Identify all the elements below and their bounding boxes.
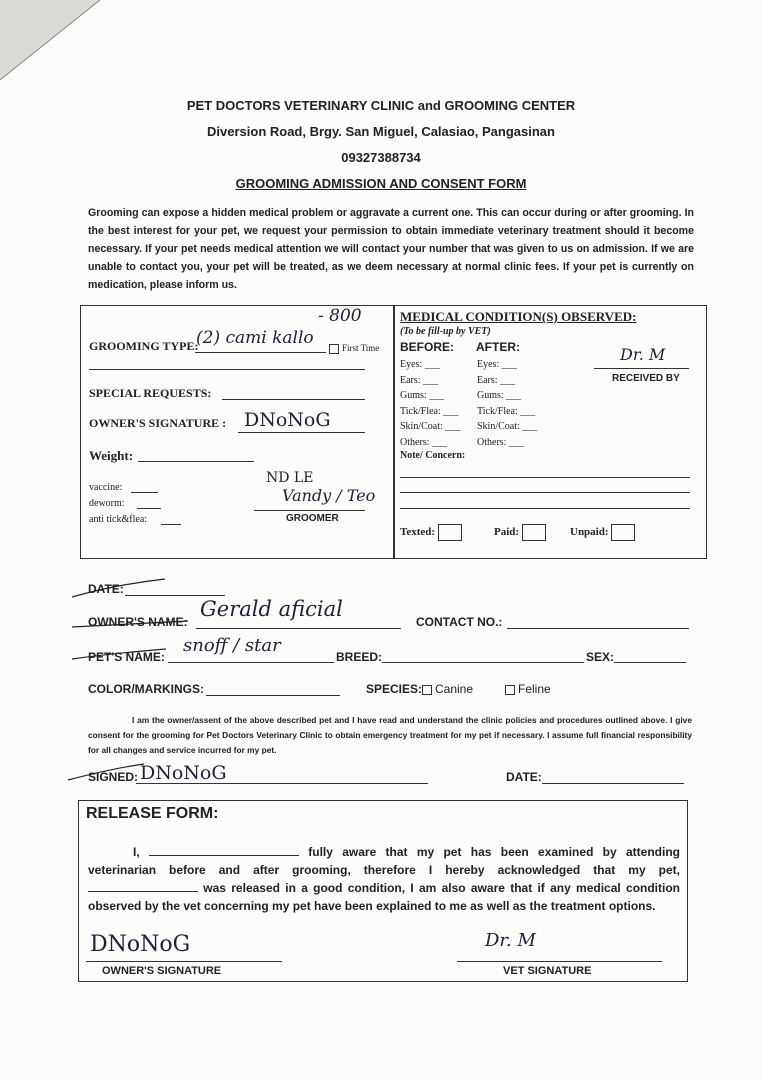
pet-name-pen-stroke [70, 645, 170, 665]
unpaid-checkbox[interactable] [611, 524, 635, 541]
groomer-name[interactable]: Vandy / Teo [282, 486, 376, 505]
signed-pen-stroke [66, 762, 146, 784]
grooming-extra-line[interactable] [89, 369, 365, 370]
note-line-1[interactable] [400, 477, 690, 478]
owner-name-line [196, 628, 401, 629]
after-item-ears[interactable]: Ears: ___ [477, 374, 516, 386]
clinic-address: Diversion Road, Brgy. San Miguel, Calasiao, Pangasinan [207, 124, 555, 139]
owner-signature-label: OWNER'S SIGNATURE : [89, 416, 227, 430]
first-time-checkbox[interactable] [329, 344, 339, 354]
before-item-gums[interactable]: Gums: ___ [400, 390, 445, 401]
pet-name-line [168, 662, 334, 663]
release-owner-signature-value[interactable]: DNoNoG [90, 932, 191, 957]
contact-label: CONTACT NO.: [416, 615, 503, 629]
date-pen-stroke [70, 575, 170, 605]
paid-option[interactable] [494, 524, 546, 541]
intro-paragraph: Grooming can expose a hidden medical problem or aggravate a current one. This can occur during or after grooming. In the best interest for your pet, we request your permission to obtain immediate veterinary treatment should it become necessary. If your pet needs medical attention we will contact your number that was given to us on admission. If we are unable to contact you, your pet will be treated, as we deem necessary at normal clinic fees. If your pet is currently on medication, please inform us. [88, 207, 694, 291]
consent-date-field[interactable] [542, 783, 684, 784]
before-list [400, 357, 460, 450]
before-item-others[interactable]: Others: ___ [400, 436, 447, 448]
texted-label: Texted: [400, 526, 436, 539]
paid-checkbox[interactable] [522, 524, 546, 541]
after-label: AFTER: [476, 340, 520, 354]
grooming-type-value[interactable]: (2) cami kallo [196, 328, 314, 348]
weight-field[interactable] [138, 461, 254, 462]
note-concern-label: Note/ Concern: [400, 450, 466, 461]
breed-field[interactable] [382, 662, 584, 663]
consent-paragraph: I am the owner/assent of the above described pet and I have read and understand the clinic policies and procedures outlined above. I give consent for the grooming for Pet Doctors Veterinary Clinic to obtain emergency treatment for my pet if necessary. I assume full financial responsibility for all changes and service incurred for my pet. [88, 715, 692, 755]
vaccine-field[interactable] [131, 492, 158, 493]
feline-label: Feline [518, 682, 551, 696]
column-divider [393, 306, 395, 558]
contact-field[interactable] [507, 628, 689, 629]
medical-condition-title: MEDICAL CONDITION(S) OBSERVED: [400, 309, 637, 324]
signed-value[interactable]: DNoNoG [140, 762, 227, 784]
date-label: DATE: [88, 582, 124, 596]
antitick-label: anti tick&flea: [89, 514, 148, 525]
canine-option[interactable] [422, 682, 473, 696]
deworm-label: deworm: [89, 498, 125, 509]
after-list [477, 357, 537, 450]
feline-checkbox[interactable] [505, 685, 515, 695]
pet-name-value[interactable]: snoff / star [183, 635, 281, 656]
release-pet-field[interactable] [88, 879, 198, 892]
canine-checkbox[interactable] [422, 685, 432, 695]
before-item-ears[interactable]: Ears: ___ [400, 374, 439, 386]
first-time-label: First Time [342, 343, 380, 353]
after-item-skin[interactable]: Skin/Coat: ___ [477, 421, 538, 432]
species-label: SPECIES: [366, 682, 423, 696]
first-time-option[interactable] [329, 343, 379, 354]
weight-label: Weight: [89, 448, 134, 463]
pet-name-label: PET'S NAME: [88, 650, 165, 664]
release-i-label: I, [133, 845, 140, 859]
groomer-note: ND LE [266, 470, 314, 486]
page-corner-fold [0, 0, 110, 90]
release-vet-signature-label: VET SIGNATURE [503, 965, 592, 977]
before-item-tick[interactable]: Tick/Flea: ___ [400, 405, 459, 417]
signed-line [136, 783, 428, 784]
note-line-2[interactable] [400, 492, 690, 493]
feline-option[interactable] [505, 682, 551, 696]
after-item-tick[interactable]: Tick/Flea: ___ [477, 405, 536, 417]
received-by-line [594, 368, 689, 369]
release-owner-signature-line [86, 961, 282, 962]
texted-option[interactable] [400, 524, 462, 541]
clinic-name: PET DOCTORS VETERINARY CLINIC and GROOMING CENTER [186, 98, 576, 113]
sex-field[interactable] [614, 662, 686, 663]
texted-checkbox[interactable] [438, 524, 462, 541]
after-item-others[interactable]: Others: ___ [477, 436, 524, 448]
clinic-phone: 09327388734 [341, 150, 421, 165]
groomer-label: GROOMER [286, 513, 339, 524]
after-item-eyes[interactable]: Eyes: ___ [477, 359, 517, 370]
release-text-2: was released in a good condition, I am also aware that if any medical condition observed by the vet concerning my pet have been explained to me as well as the treatment options. [88, 881, 681, 913]
special-requests-label: SPECIAL REQUESTS: [89, 386, 212, 400]
release-vet-signature-line [457, 961, 662, 962]
owner-name-value[interactable]: Gerald aficial [200, 597, 343, 621]
received-by-label: RECEIVED BY [612, 373, 680, 384]
consent-date-label: DATE: [506, 770, 542, 784]
medical-condition-subtitle: (To be fill-up by VET) [400, 326, 491, 337]
before-item-eyes[interactable]: Eyes: ___ [400, 359, 440, 370]
sex-label: SEX: [586, 650, 615, 664]
owner-signature-line [238, 432, 365, 433]
paid-label: Paid: [494, 526, 520, 539]
grooming-type-line [195, 352, 326, 353]
grooming-type-label: GROOMING TYPE: [89, 339, 199, 353]
owner-name-pen-stroke [70, 615, 190, 635]
signed-label: SIGNED: [88, 770, 139, 784]
color-field[interactable] [206, 695, 340, 696]
antitick-field[interactable] [161, 524, 181, 525]
owner-name-label: OWNER'S NAME: [88, 615, 188, 629]
groomer-line [254, 510, 365, 511]
release-form-title: RELEASE FORM: [86, 805, 219, 822]
unpaid-option[interactable] [570, 524, 635, 541]
unpaid-label: Unpaid: [570, 526, 609, 539]
special-requests-field[interactable] [222, 399, 365, 400]
vaccine-label: vaccine: [89, 482, 123, 493]
owner-signature-value[interactable]: DNoNoG [244, 409, 331, 431]
price-note: - 800 [318, 306, 362, 326]
form-title: GROOMING ADMISSION AND CONSENT FORM [235, 176, 527, 191]
received-by-signature[interactable]: Dr. M [620, 345, 666, 364]
color-label: COLOR/MARKINGS: [88, 682, 204, 696]
after-item-gums[interactable]: Gums: ___ [477, 390, 522, 401]
release-owner-signature-label: OWNER'S SIGNATURE [102, 965, 222, 977]
breed-label: BREED: [336, 650, 383, 664]
before-item-skin[interactable]: Skin/Coat: ___ [400, 421, 461, 432]
release-vet-signature-value[interactable]: Dr. M [485, 930, 536, 951]
release-name-field[interactable] [149, 843, 299, 856]
note-line-3[interactable] [400, 508, 690, 509]
release-paragraph [88, 843, 680, 915]
release-text-1: fully aware that my pet has been examined by attending veterinarian before and after grooming, therefore I hereby acknowledged that my pet, [88, 845, 680, 877]
canine-label: Canine [435, 682, 474, 696]
before-label: BEFORE: [400, 340, 454, 354]
deworm-field[interactable] [137, 508, 161, 509]
